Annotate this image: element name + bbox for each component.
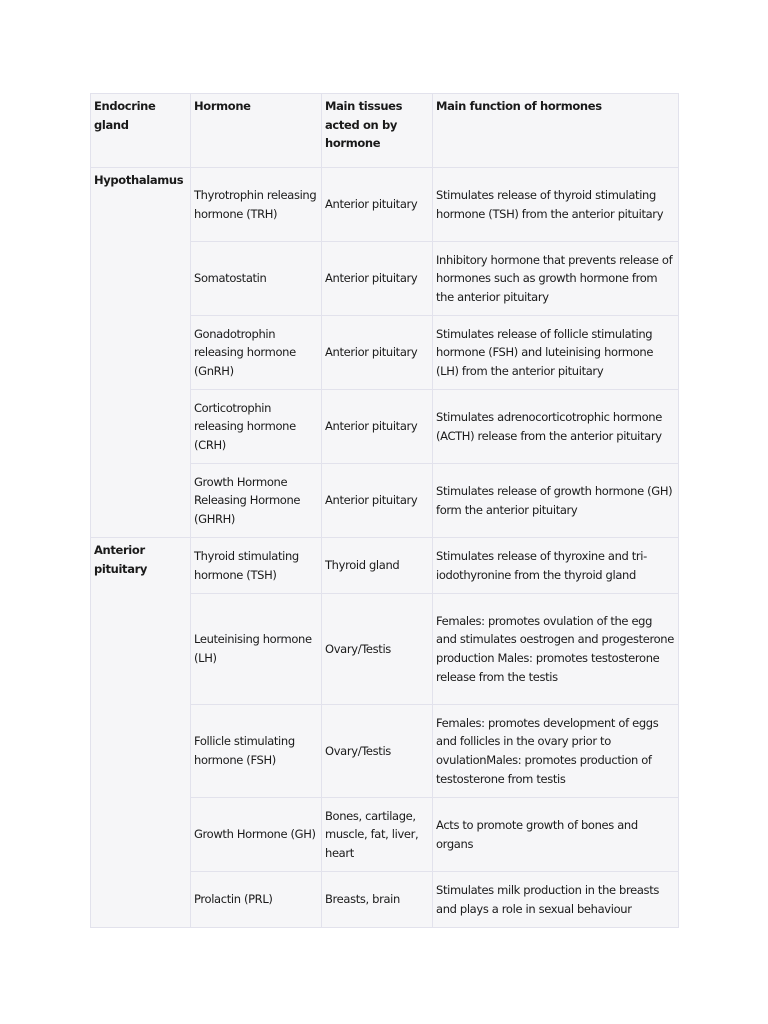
hormone-cell: Somatostatin	[191, 242, 322, 316]
tissues-cell: Anterior pituitary	[322, 464, 433, 538]
hormone-cell: Corticotrophin releasing hormone (CRH)	[191, 390, 322, 464]
header-main-function: Main function of hormones	[433, 94, 679, 168]
tissues-cell: Anterior pituitary	[322, 168, 433, 242]
tissues-cell: Anterior pituitary	[322, 316, 433, 390]
function-cell: Stimulates milk production in the breasts and plays a role in sexual behaviour	[433, 872, 679, 928]
function-cell: Stimulates release of growth hormone (GH) form the anterior pituitary	[433, 464, 679, 538]
header-main-tissues: Main tissues acted on by hormone	[322, 94, 433, 168]
tissues-cell: Bones, cartilage, muscle, fat, liver, heart	[322, 798, 433, 872]
hormone-cell: Follicle stimulating hormone (FSH)	[191, 705, 322, 798]
function-cell: Females: promotes ovulation of the egg and stimulates oestrogen and progesterone production Males: promotes testosterone release from the testis	[433, 594, 679, 705]
tissues-cell: Anterior pituitary	[322, 242, 433, 316]
hormone-cell: Thyroid stimulating hormone (TSH)	[191, 538, 322, 594]
function-cell: Females: promotes development of eggs and follicles in the ovary prior to ovulationMales: promotes production of testosterone from testis	[433, 705, 679, 798]
table-row	[91, 168, 679, 242]
gland-cell: Hypothalamus	[91, 168, 191, 538]
hormone-cell: Growth Hormone (GH)	[191, 798, 322, 872]
tissues-cell: Breasts, brain	[322, 872, 433, 928]
tissues-cell: Anterior pituitary	[322, 390, 433, 464]
hormone-cell: Leuteinising hormone (LH)	[191, 594, 322, 705]
tissues-cell: Ovary/Testis	[322, 705, 433, 798]
hormone-cell: Gonadotrophin releasing hormone (GnRH)	[191, 316, 322, 390]
hormone-table	[90, 93, 679, 928]
hormone-cell: Thyrotrophin releasing hormone (TRH)	[191, 168, 322, 242]
hormone-cell: Growth Hormone Releasing Hormone (GHRH)	[191, 464, 322, 538]
function-cell: Acts to promote growth of bones and organs	[433, 798, 679, 872]
function-cell: Inhibitory hormone that prevents release of hormones such as growth hormone from the anterior pituitary	[433, 242, 679, 316]
tissues-cell: Ovary/Testis	[322, 594, 433, 705]
header-row	[91, 94, 679, 168]
hormone-cell: Prolactin (PRL)	[191, 872, 322, 928]
header-endocrine-gland: Endocrine gland	[91, 94, 191, 168]
function-cell: Stimulates release of follicle stimulating hormone (FSH) and luteinising hormone (LH) from the anterior pituitary	[433, 316, 679, 390]
table-row	[91, 538, 679, 594]
gland-cell: Anterior pituitary	[91, 538, 191, 928]
header-hormone: Hormone	[191, 94, 322, 168]
function-cell: Stimulates adrenocorticotrophic hormone (ACTH) release from the anterior pituitary	[433, 390, 679, 464]
function-cell: Stimulates release of thyroxine and tri-iodothyronine from the thyroid gland	[433, 538, 679, 594]
tissues-cell: Thyroid gland	[322, 538, 433, 594]
function-cell: Stimulates release of thyroid stimulating hormone (TSH) from the anterior pituitary	[433, 168, 679, 242]
